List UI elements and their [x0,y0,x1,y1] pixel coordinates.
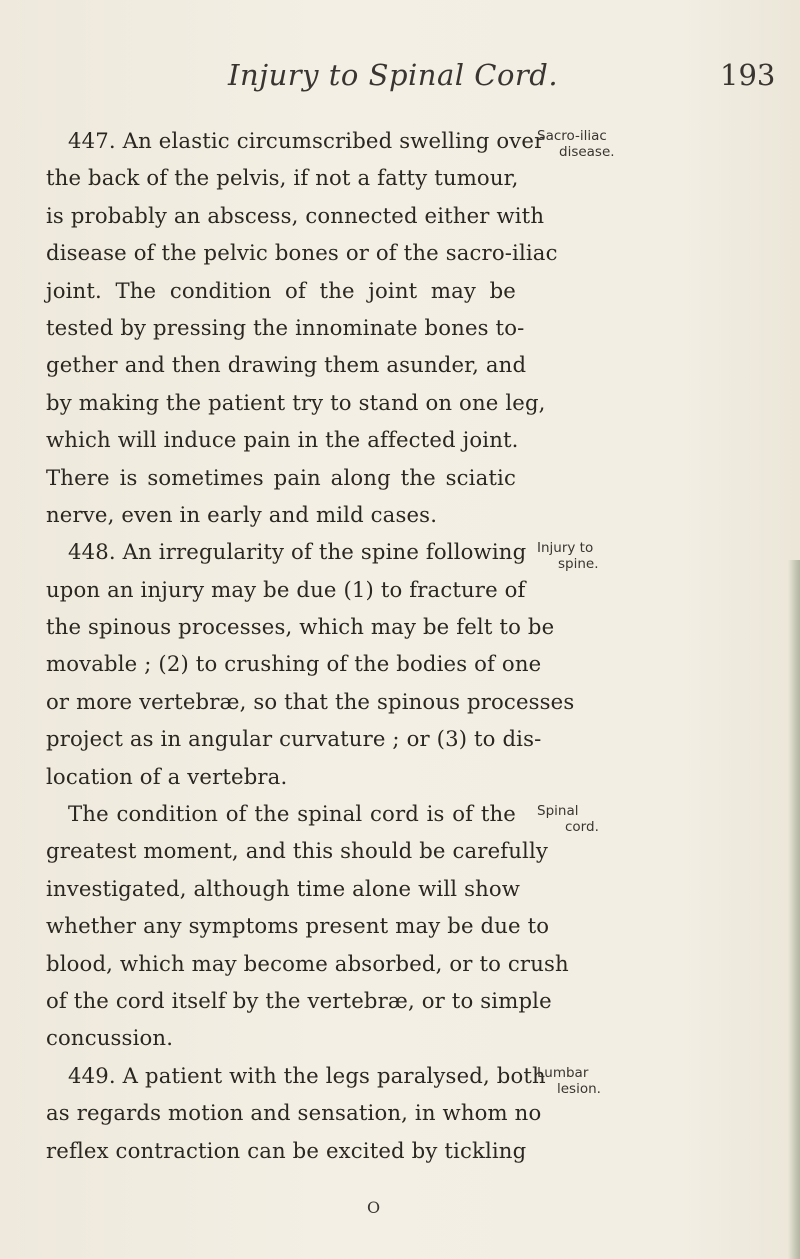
margin-note-lumbar-lesion [537,1065,601,1097]
margin-note-line: Spinal [537,803,579,819]
text-line: greatest moment, and this should be carefully [46,838,549,864]
text-line: of the cord itself by the vertebræ, or to simple [46,987,552,1013]
text-line: blood, which may become absorbed, or to crush [46,950,569,976]
text-line: by making the patient try to stand on one leg, [46,389,546,415]
margin-note-sacro-iliac [537,128,615,160]
margin-note-line: disease. [559,144,615,160]
text-line: 448. An irregularity of the spine following [68,539,527,565]
text-line: location of a vertebra. [46,763,288,789]
text-line: nerve, even in early and mild cases. [46,501,438,527]
text-line: is probably an abscess, connected either with [46,202,545,228]
text-line: movable ; (2) to crushing of the bodies of one [46,651,542,677]
text-line: the back of the pelvis, if not a fatty tumour, [46,165,519,191]
text-line: which will induce pain in the affected joint. [46,427,519,453]
text-line: whether any symptoms present may be due to [46,913,550,939]
margin-note-line: Injury to [537,540,594,556]
text-line: The condition of the spinal cord is of the [68,801,516,827]
running-title: Injury to Spinal Cord. [228,58,559,92]
margin-note-line: Sacro-iliac [537,128,607,144]
text-line: disease of the pelvic bones or of the sacro-iliac [46,240,558,266]
margin-note-line: Lumbar [537,1065,589,1081]
text-line: joint. The condition of the joint may be [46,277,516,303]
text-line: upon an injury may be due (1) to fracture of [46,576,526,602]
text-line: gether and then drawing them asunder, and [46,352,527,378]
margin-note-line: cord. [565,819,599,835]
margin-note-line: spine. [558,556,599,572]
text-line: 449. A patient with the legs paralysed, both [68,1062,546,1088]
text-line: investigated, although time alone will show [46,875,521,901]
text-line: reflex contraction can be excited by tickling [46,1137,527,1163]
signature-mark: O [367,1198,381,1217]
page-number: 193 [720,58,776,92]
text-line: as regards motion and sensation, in whom no [46,1100,542,1126]
margin-note-line: lesion. [557,1081,601,1097]
text-line: 447. An elastic circumscribed swelling over [68,128,545,153]
margin-note-injury-spine [537,540,599,572]
margin-note-spinal-cord [537,803,599,835]
text-line: project as in angular curvature ; or (3) to dis- [46,726,542,752]
page-edge-shadow [788,560,800,1259]
text-line: There is sometimes pain along the sciatic [46,464,516,490]
page-header [0,58,800,98]
text-line: the spinous processes, which may be felt to be [46,614,555,640]
text-line: tested by pressing the innominate bones to- [46,314,525,340]
text-line: concussion. [46,1025,174,1051]
text-line: or more vertebræ, so that the spinous processes [46,688,575,714]
